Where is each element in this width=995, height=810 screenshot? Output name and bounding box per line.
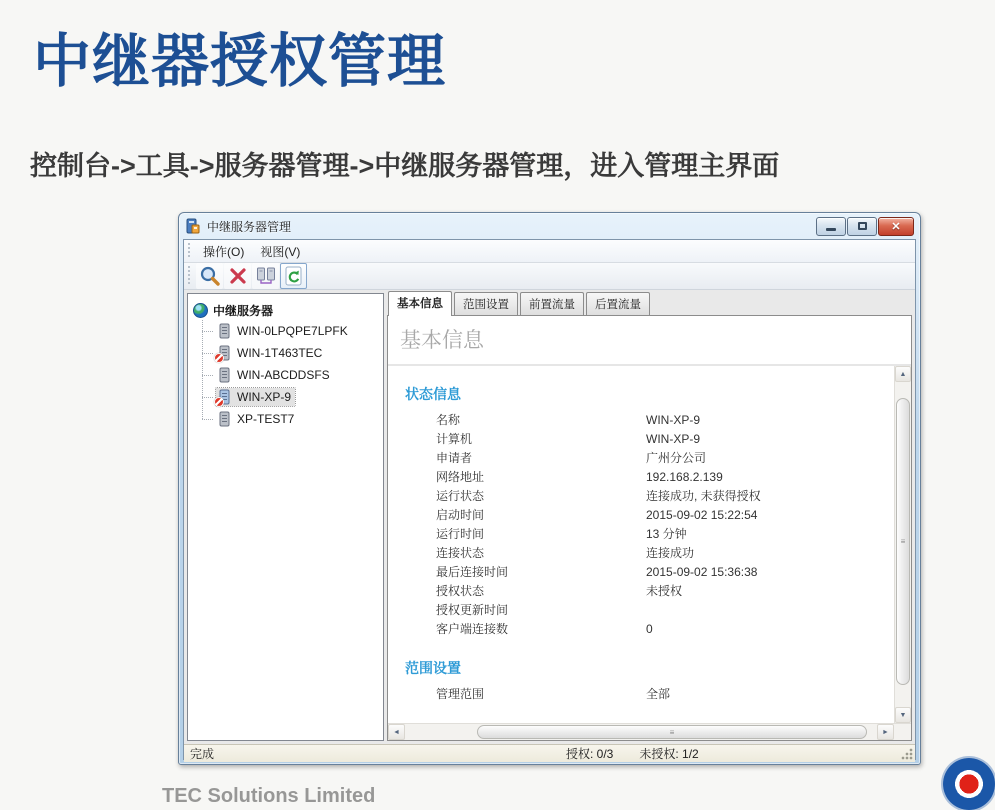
fields-area	[388, 366, 894, 723]
tree-item-label: WIN-ABCDDSFS	[237, 368, 330, 382]
field-value: WIN-XP-9	[646, 431, 700, 446]
field-label: 名称	[436, 413, 461, 427]
tree-item-server[interactable]	[202, 320, 380, 342]
field-row	[436, 562, 894, 581]
server-icon	[218, 367, 231, 383]
horizontal-scrollbar[interactable]	[388, 723, 911, 740]
servers-icon	[255, 265, 277, 287]
field-value: WIN-XP-9	[646, 412, 700, 427]
tab-scope-settings[interactable]: 范围设置	[454, 292, 518, 315]
field-label: 运行状态	[436, 489, 485, 503]
globe-icon	[193, 303, 208, 318]
tab-content	[387, 315, 912, 741]
section-title: 范围设置	[405, 660, 461, 676]
server-tree-panel	[187, 293, 384, 741]
scroll-up-arrow[interactable]	[895, 366, 911, 382]
horizontal-scroll-thumb[interactable]	[477, 725, 867, 739]
search-icon	[199, 265, 221, 287]
search-button[interactable]	[196, 263, 223, 289]
tab-strip	[387, 293, 912, 315]
tree-item-server[interactable]	[202, 408, 380, 430]
chevron-right-icon: ►	[882, 728, 889, 736]
field-value: 192.168.2.139	[646, 469, 723, 484]
field-label: 申请者	[436, 451, 473, 465]
field-value: 未授权	[646, 584, 683, 598]
scroll-right-arrow[interactable]	[877, 724, 894, 740]
detail-panel	[387, 293, 912, 741]
field-value: 0	[646, 621, 653, 636]
horizontal-scroll-track[interactable]	[405, 724, 877, 740]
field-label: 运行时间	[436, 527, 485, 541]
servers-button[interactable]	[252, 263, 279, 289]
tree-children	[202, 320, 380, 430]
field-label: 连接状态	[436, 546, 485, 560]
window-client-area	[183, 239, 916, 760]
field-value: 连接成功, 未获得授权	[646, 489, 761, 503]
window-title: 中继服务器管理	[207, 219, 292, 234]
delete-button[interactable]	[224, 263, 251, 289]
grip-icon: ≡	[900, 537, 906, 546]
field-row	[436, 448, 894, 467]
menu-operation[interactable]: 操作(O)	[203, 244, 245, 259]
field-row	[436, 619, 894, 638]
refresh-button[interactable]	[280, 263, 307, 289]
close-icon: ✕	[891, 220, 901, 233]
field-label: 最后连接时间	[436, 565, 509, 579]
chevron-down-icon: ▼	[899, 711, 907, 719]
scrollbar-corner	[894, 724, 911, 740]
server-icon	[218, 411, 231, 427]
menu-gripper	[187, 243, 192, 259]
field-value: 2015-09-02 15:22:54	[646, 507, 758, 522]
tree-item-server-selected[interactable]	[202, 386, 380, 408]
tree-item-server[interactable]	[202, 364, 380, 386]
minimize-icon	[826, 228, 836, 231]
field-label: 管理范围	[436, 687, 485, 701]
tree-root-label: 中继服务器	[213, 303, 274, 318]
field-label: 客户端连接数	[436, 622, 509, 636]
scroll-down-arrow[interactable]	[895, 707, 911, 723]
server-blocked-icon	[218, 389, 231, 405]
field-label: 授权状态	[436, 584, 485, 598]
vertical-scrollbar[interactable]	[894, 366, 911, 723]
tree-root-relay-servers[interactable]	[191, 300, 380, 320]
scroll-left-arrow[interactable]	[388, 724, 405, 740]
section-scope-settings	[405, 658, 894, 703]
tree-item-label: WIN-1T463TEC	[237, 346, 323, 360]
field-row	[436, 486, 894, 505]
field-label: 网络地址	[436, 470, 485, 484]
tab-front-traffic[interactable]: 前置流量	[520, 292, 584, 315]
grip-icon: ≡	[669, 727, 675, 737]
field-row	[436, 581, 894, 600]
delete-x-icon	[228, 266, 248, 286]
status-bar	[184, 744, 915, 762]
field-value: 2015-09-02 15:36:38	[646, 564, 758, 579]
resize-grip[interactable]	[901, 748, 913, 760]
maximize-icon	[858, 222, 867, 230]
field-row	[436, 684, 894, 703]
field-value: 广州分公司	[646, 451, 707, 465]
close-button[interactable]	[878, 217, 914, 236]
tab-back-traffic[interactable]: 后置流量	[586, 292, 650, 315]
field-row	[436, 429, 894, 448]
field-label: 授权更新时间	[436, 603, 509, 617]
field-row	[436, 505, 894, 524]
footer-watermark	[162, 785, 582, 807]
field-row	[436, 467, 894, 486]
toolbar	[184, 263, 915, 290]
field-value: 13 分钟	[646, 527, 687, 541]
server-blocked-icon	[218, 345, 231, 361]
app-icon	[185, 218, 201, 234]
field-label: 计算机	[436, 432, 473, 446]
status-text: 完成	[190, 747, 215, 761]
blocked-badge-icon	[214, 353, 224, 363]
field-label: 启动时间	[436, 508, 485, 522]
chevron-left-icon: ◄	[393, 728, 400, 736]
window-titlebar[interactable]	[183, 213, 916, 239]
field-row	[436, 524, 894, 543]
toolbar-gripper	[187, 266, 192, 286]
content-header: 基本信息	[388, 316, 911, 366]
footer-text: TEC Solutions Limited	[162, 785, 376, 807]
refresh-icon	[284, 266, 303, 286]
tree-item-server[interactable]	[202, 342, 380, 364]
app-window	[178, 212, 921, 765]
breadcrumb: 控制台->工具->服务器管理->中继服务器管理，进入管理主界面	[30, 151, 780, 181]
tree-item-label: XP-TEST7	[237, 412, 295, 426]
main-area	[184, 290, 915, 744]
vertical-scroll-thumb[interactable]	[896, 398, 910, 685]
unauthorized-count: 未授权: 1/2	[639, 747, 699, 761]
menu-bar	[184, 240, 915, 263]
minimize-button[interactable]	[816, 217, 846, 236]
authorized-count: 授权: 0/3	[566, 747, 614, 761]
field-value: 连接成功	[646, 546, 695, 560]
section-status-info	[405, 384, 894, 638]
vertical-scroll-track[interactable]	[895, 382, 911, 707]
chevron-up-icon: ▲	[899, 370, 907, 378]
field-row	[436, 543, 894, 562]
tree-item-label: WIN-XP-9	[237, 390, 291, 404]
menu-view[interactable]: 视图(V)	[260, 244, 301, 259]
tree-item-label: WIN-0LPQPE7LPFK	[237, 324, 348, 338]
maximize-button[interactable]	[847, 217, 877, 236]
field-row	[436, 410, 894, 429]
section-title: 状态信息	[405, 386, 461, 402]
tab-basic-info[interactable]: 基本信息	[388, 291, 452, 316]
field-row	[436, 600, 894, 619]
server-icon	[218, 323, 231, 339]
blocked-badge-icon	[214, 397, 224, 407]
page-title: 中继器授权管理	[33, 29, 447, 94]
field-value: 全部	[646, 687, 671, 701]
brand-logo-icon	[943, 758, 995, 810]
